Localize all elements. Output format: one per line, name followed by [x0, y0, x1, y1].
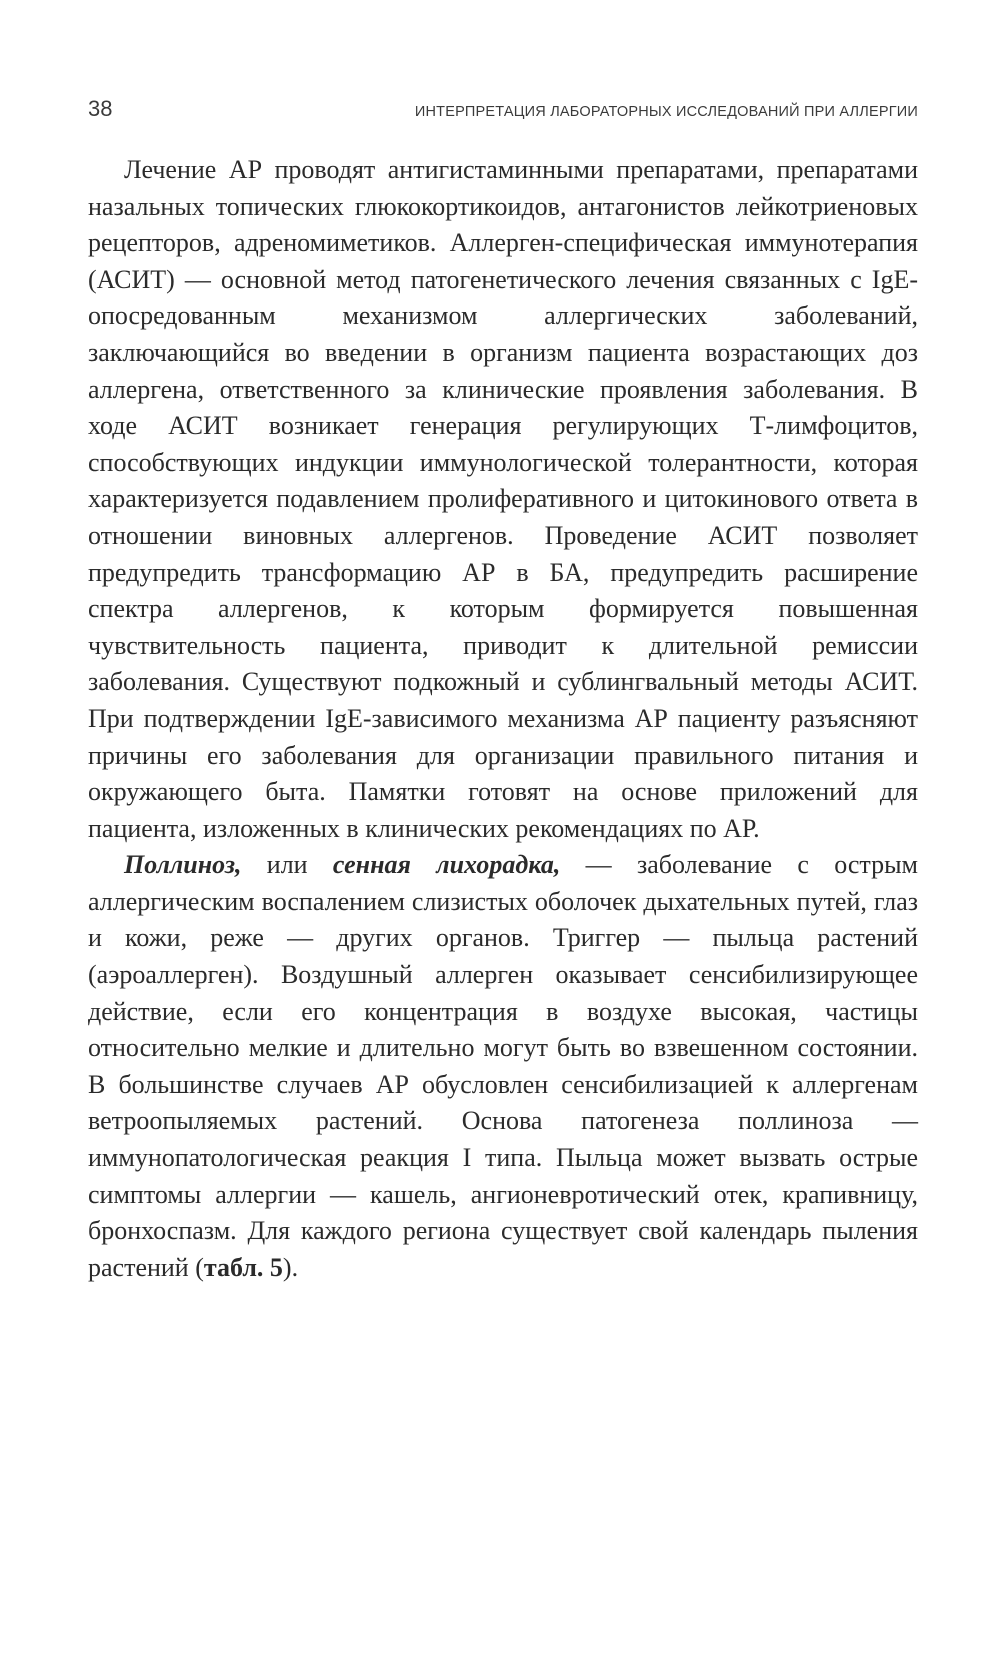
body-text [88, 152, 918, 1286]
term-pollinosis: Поллиноз, [124, 850, 242, 880]
page-number: 38 [88, 96, 113, 121]
paragraph-closing: ). [282, 1252, 299, 1282]
running-header [88, 96, 918, 122]
paragraph-pollinosis [88, 847, 918, 1286]
connector-text: или [241, 850, 333, 880]
term-hay-fever: сенная лихорадка, [332, 850, 561, 880]
paragraph-pollinosis-text: — заболевание с острым аллергическим воспалением слизистых оболочек дыхательных путей, глаз и кожи, реже — других органов. Триггер — пыльца растений (аэроаллерген). Воздушный аллерген оказывает сенсибилизирующее действие, если его концентрация в воздухе высокая, частицы относительно мелкие и длительно могут быть во взвешенном состоянии. В большинстве случаев АР обусловлен сенсибилизацией к аллергенам ветроопыляемых растений. Основа патогенеза поллиноза — иммунопатологическая реакция I типа. Пыльца может вызвать острые симптомы аллергии — кашель, ангионевротический отек, крапивницу, бронхоспазм. Для каждого региона существует свой календарь пыления растений ( [88, 850, 918, 1282]
running-title: ИНТЕРПРЕТАЦИЯ ЛАБОРАТОРНЫХ ИССЛЕДОВАНИЙ ПРИ АЛЛЕРГИИ [414, 104, 918, 120]
table-reference: табл. 5 [203, 1252, 283, 1282]
paragraph-treatment: Лечение АР проводят антигистаминными препаратами, препаратами назальных топических глюкокортикоидов, антагонистов лейкотриеновых рецепторов, адреномиметиков. Аллерген-специфическая иммунотерапия (АСИТ) — основной метод патогенетического лечения связанных с IgE-опосредованным механизмом аллергических заболеваний, заключающийся во введении в организм пациента возрастающих доз аллергена, ответственного за клинические проявления заболевания. В ходе АСИТ возникает генерация регулирующих Т-лимфоцитов, способствующих индукции иммунологической толерантности, которая характеризуется подавлением пролиферативного и цитокинового ответа в отношении виновных аллергенов. Проведение АСИТ позволяет предупредить трансформацию АР в БА, предупредить расширение спектра аллергенов, к которым формируется повышенная чувствительность пациента, приводит к длительной ремиссии заболевания. Существуют подкожный и сублингвальный методы АСИТ. При подтверждении IgE-зависимого механизма АР пациенту разъясняют причины его заболевания для организации правильного питания и окружающего быта. Памятки готовят на основе приложений для пациента, изложенных в клинических рекомендациях по АР. [88, 155, 918, 843]
